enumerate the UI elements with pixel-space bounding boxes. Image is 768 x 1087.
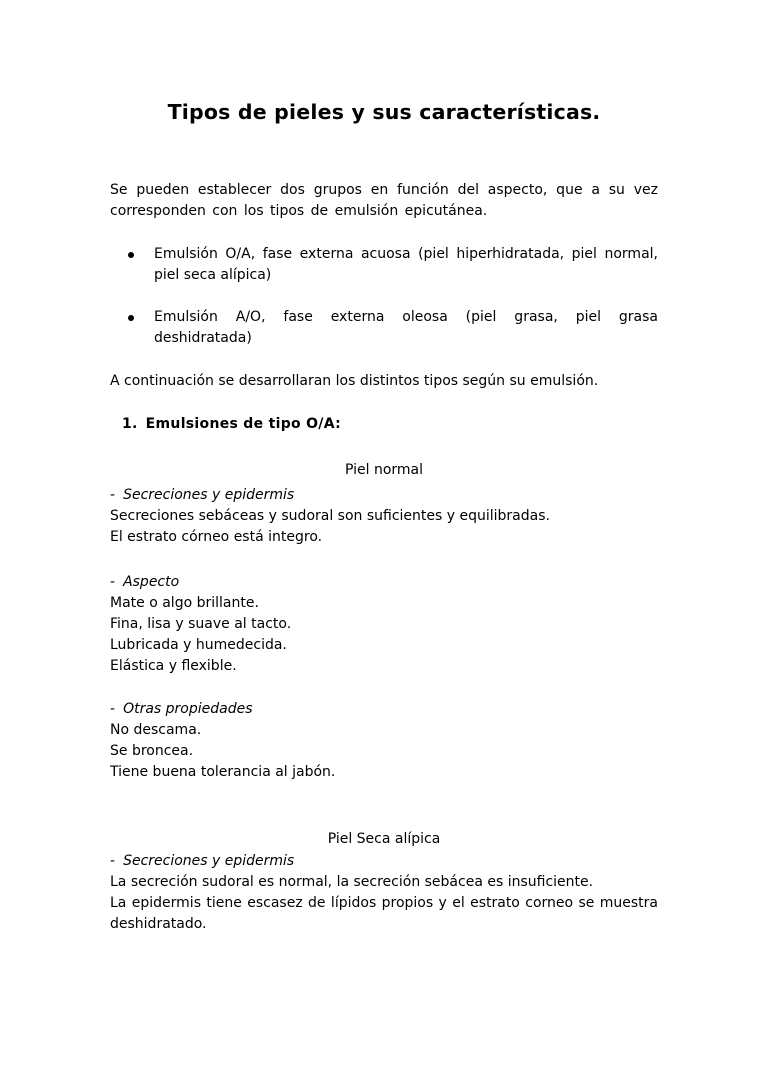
intro-paragraph: Se pueden establecer dos grupos en función del aspecto, que a su vez corresponden con los tipos de emulsión epicutánea. — [110, 182, 658, 219]
normal-aspecto-group — [110, 572, 658, 677]
subheading-text: Secreciones y epidermis — [123, 487, 295, 503]
emulsion-list — [124, 244, 658, 349]
subheading — [110, 572, 658, 593]
list-item — [124, 244, 658, 286]
section-label: Emulsiones de tipo O/A: — [145, 416, 342, 432]
dash: - — [110, 701, 116, 717]
dash: - — [110, 853, 116, 869]
subheading — [110, 699, 658, 720]
continuation-paragraph: A continuación se desarrollaran los distintos tipos según su emulsión. — [110, 373, 599, 389]
dash: - — [110, 487, 116, 503]
subheading-text: Secreciones y epidermis — [123, 853, 295, 869]
section-heading — [122, 414, 341, 435]
page-title: Tipos de pieles y sus características. — [167, 100, 601, 124]
subheading — [110, 485, 658, 506]
seca-secreciones-group — [110, 851, 658, 935]
text-line: Se broncea. — [110, 743, 194, 759]
subheading — [110, 851, 658, 872]
subsection-title-piel-seca: Piel Seca alípica — [327, 831, 441, 847]
list-item — [124, 307, 658, 349]
text-line: Fina, lisa y suave al tacto. — [110, 616, 292, 632]
subsection-title-piel-normal: Piel normal — [344, 462, 424, 478]
text-line: Mate o algo brillante. — [110, 595, 259, 611]
subheading-text: Aspecto — [123, 574, 180, 590]
text-line: La secreción sudoral es normal, la secreción sebácea es insuficiente. — [110, 874, 594, 890]
list-item-text: Emulsión A/O, fase externa oleosa (piel grasa, piel grasa deshidratada) — [154, 309, 658, 346]
text-line: Secreciones sebáceas y sudoral son suficientes y equilibradas. — [110, 508, 550, 524]
text-line: Elástica y flexible. — [110, 658, 237, 674]
section-number: 1. — [122, 416, 138, 432]
text-line: La epidermis tiene escasez de lípidos propios y el estrato corneo se muestra deshidratado. — [110, 895, 658, 932]
bullet-icon — [128, 252, 134, 258]
text-line: Tiene buena tolerancia al jabón. — [110, 764, 336, 780]
normal-otras-group — [110, 699, 658, 783]
list-item-text: Emulsión O/A, fase externa acuosa (piel hiperhidratada, piel normal, piel seca alípica) — [154, 246, 658, 283]
subheading-text: Otras propiedades — [123, 701, 253, 717]
text-line: El estrato córneo está integro. — [110, 529, 323, 545]
dash: - — [110, 574, 116, 590]
text-line: No descama. — [110, 722, 202, 738]
text-line: Lubricada y humedecida. — [110, 637, 287, 653]
bullet-icon — [128, 315, 134, 321]
normal-secreciones-group — [110, 485, 658, 548]
